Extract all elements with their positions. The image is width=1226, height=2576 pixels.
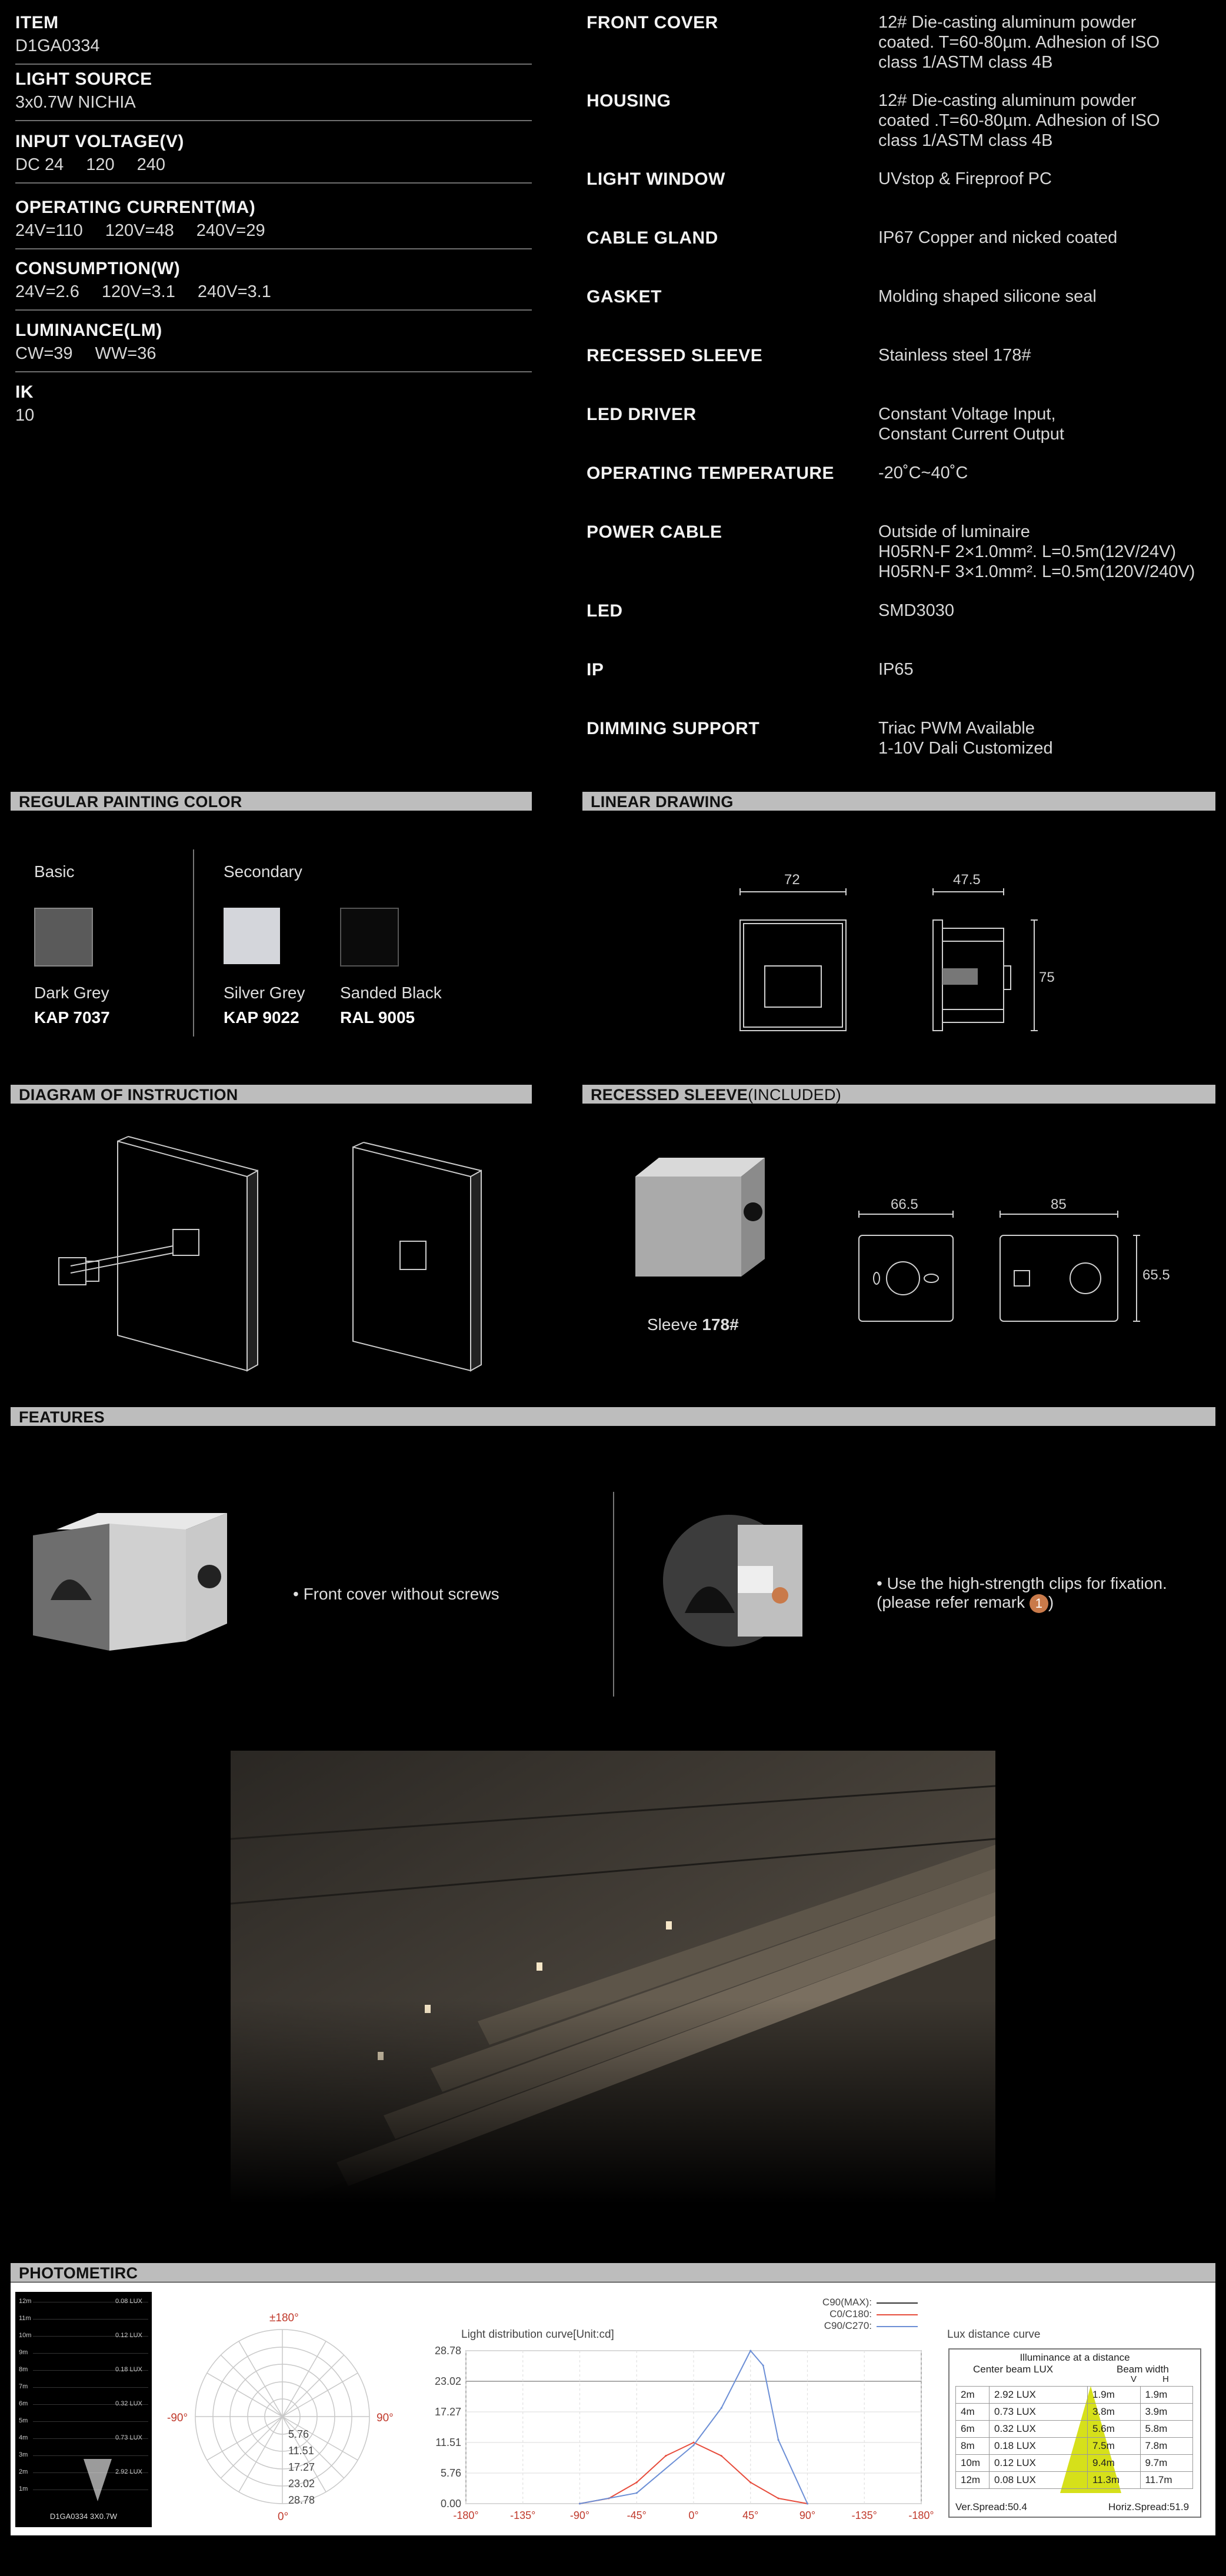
isolux-level-label: 9m xyxy=(19,2349,28,2356)
isolux-lux-label: 0.73 LUX xyxy=(115,2434,142,2441)
spec-value-part: 120V=3.1 xyxy=(101,282,175,301)
curve-x-tick-label: -135° xyxy=(510,2510,536,2521)
lux-table-cell: 5.6m xyxy=(1088,2421,1141,2438)
lux-table-cell: 8m xyxy=(956,2438,990,2455)
lux-col-center: Center beam LUX xyxy=(973,2364,1054,2375)
sleeve-dim-c: 65.5 xyxy=(1142,1267,1170,1283)
spec-value-line: coated. T=60-80µm. Adhesion of ISO xyxy=(878,33,1160,52)
sleeve-caption-prefix: Sleeve xyxy=(647,1315,702,1334)
lux-table-cell: 3.9m xyxy=(1140,2404,1193,2421)
spec-value-part: 120V=48 xyxy=(105,221,174,240)
spec-label: LIGHT WINDOW xyxy=(587,169,725,189)
isolux-lux-label: 0.12 LUX xyxy=(115,2332,142,2339)
spec-label: ITEM xyxy=(15,13,59,32)
spec-value-line: UVstop & Fireproof PC xyxy=(878,169,1052,188)
swatch-silver-grey xyxy=(224,908,280,964)
lux-table-title: Illuminance at a distance xyxy=(1020,2352,1130,2363)
lux-table-row xyxy=(956,2404,1193,2421)
polar-value-label: 5.76 xyxy=(288,2428,309,2440)
polar-top-label: ±180° xyxy=(269,2312,299,2324)
feature-2-prefix: (please refer remark xyxy=(877,1593,1030,1611)
spec-value-part: 24V=2.6 xyxy=(15,282,79,301)
section-bar-features xyxy=(11,1407,1215,1426)
section-bar-diagram xyxy=(11,1085,532,1104)
isolux-level-label: 3m xyxy=(19,2451,28,2458)
polar-left-label: -90° xyxy=(167,2412,188,2424)
spec-label: CONSUMPTION(W) xyxy=(15,259,181,278)
spec-value xyxy=(15,155,188,175)
dim-side-width: 47.5 xyxy=(953,872,981,888)
spec-divider xyxy=(15,371,532,372)
feature-1-text: • Front cover without screws xyxy=(293,1585,499,1603)
spec-value-line: 12# Die-casting aluminum powder xyxy=(878,91,1137,110)
curve-x-tick-label: 0° xyxy=(688,2510,699,2521)
sleeve-render xyxy=(624,1153,777,1300)
polar-chart xyxy=(176,2311,388,2522)
sleeve-title-bold: RECESSED SLEEVE xyxy=(591,1086,748,1104)
swatch-sanded-black xyxy=(340,908,399,967)
polar-value-label: 17.27 xyxy=(288,2461,315,2473)
spec-label: DIMMING SUPPORT xyxy=(587,719,760,738)
spec-value-line: Outside of luminaire xyxy=(878,522,1030,541)
isolux-footer: D1GA0334 3X0.7W xyxy=(49,2512,118,2521)
lux-table-cell: 10m xyxy=(956,2455,990,2472)
lux-col-v: V xyxy=(1131,2374,1137,2384)
curve-series-point xyxy=(721,2407,722,2409)
lux-table-row xyxy=(956,2472,1193,2489)
spec-value-line: Stainless steel 178# xyxy=(878,346,1031,365)
isolux-gridline xyxy=(33,2455,148,2456)
isolux-level-label: 11m xyxy=(19,2315,31,2322)
curve-series-point xyxy=(749,2481,751,2483)
lux-table-cell: 11.3m xyxy=(1088,2472,1141,2489)
curve-series-point xyxy=(665,2455,667,2457)
feature-fixture-render xyxy=(33,1512,233,1653)
color-divider xyxy=(193,849,194,1037)
spec-divider xyxy=(15,120,532,121)
spec-value-part: 240 xyxy=(136,155,165,174)
spec-value xyxy=(15,344,178,364)
lux-table-row xyxy=(956,2421,1193,2438)
feature-2-line2 xyxy=(877,1593,1054,1613)
lux-table-cell: 0.32 LUX xyxy=(990,2421,1088,2438)
lux-table-cell: 0.73 LUX xyxy=(990,2404,1088,2421)
spec-value xyxy=(15,406,56,425)
lux-table-cell: 0.12 LUX xyxy=(990,2455,1088,2472)
lux-table-cell: 7.8m xyxy=(1140,2438,1193,2455)
curve-x-tick-label: -180° xyxy=(453,2510,479,2521)
secondary-label: Secondary xyxy=(224,862,302,881)
remark-badge: 1 xyxy=(1030,1594,1048,1613)
isolux-gridline xyxy=(33,2421,148,2422)
curve-y-tick-label: 5.76 xyxy=(440,2467,461,2479)
basic-label: Basic xyxy=(34,862,75,881)
spec-value xyxy=(15,93,158,112)
curve-x-tick-label: 90° xyxy=(799,2510,816,2521)
spec-value-part: 3x0.7W NICHIA xyxy=(15,93,136,112)
spec-label: RECESSED SLEEVE xyxy=(587,346,763,365)
linear-drawing xyxy=(724,865,1065,1041)
instruction-diagram xyxy=(35,1135,506,1382)
curve-series-point xyxy=(693,2442,695,2444)
isolux-beam xyxy=(80,2457,115,2504)
isolux-lux-label: 0.18 LUX xyxy=(115,2366,142,2373)
lux-table-box xyxy=(948,2348,1201,2518)
section-bar-sleeve xyxy=(582,1085,1215,1104)
curve-series-point xyxy=(721,2455,722,2457)
lux-table-cell: 0.08 LUX xyxy=(990,2472,1088,2489)
curve-x-tick-label: 45° xyxy=(742,2510,759,2521)
spec-label: FRONT COVER xyxy=(587,13,718,32)
spec-value-line: Triac PWM Available xyxy=(878,719,1035,738)
lux-table-cell: 4m xyxy=(956,2404,990,2421)
lux-table-cell: 12m xyxy=(956,2472,990,2489)
section-title-diagram: DIAGRAM OF INSTRUCTION xyxy=(19,1086,238,1104)
isolux-level-label: 5m xyxy=(19,2417,28,2424)
polar-bottom-label: 0° xyxy=(278,2511,289,2523)
spec-value-part: CW=39 xyxy=(15,344,73,363)
curve-series-point xyxy=(778,2497,779,2499)
lux-table-cell: 9.4m xyxy=(1088,2455,1141,2472)
curve-y-tick-label: 17.27 xyxy=(434,2405,461,2418)
spec-label: POWER CABLE xyxy=(587,522,722,542)
swatch-code-sanded-black: RAL 9005 xyxy=(340,1008,415,1027)
spec-label: IK xyxy=(15,382,34,402)
isolux-gridline xyxy=(33,2353,148,2354)
spec-value-line: Constant Voltage Input, xyxy=(878,405,1056,424)
isolux-lux-label: 0.32 LUX xyxy=(115,2400,142,2407)
spec-value-part: D1GA0334 xyxy=(15,36,100,55)
spec-value-part: 10 xyxy=(15,406,35,425)
polar-value-label: 28.78 xyxy=(288,2494,315,2506)
spec-label: OPERATING TEMPERATURE xyxy=(587,464,835,483)
front-view-outline xyxy=(740,920,846,1031)
lux-table xyxy=(955,2386,1193,2489)
spec-value-part: 240V=3.1 xyxy=(197,282,271,301)
section-bar-painting xyxy=(11,792,532,811)
curve-legend-swatch xyxy=(877,2326,918,2327)
spec-value-line: H05RN-F 3×1.0mm². L=0.5m(120V/240V) xyxy=(878,562,1195,581)
swatch-code-dark-grey: KAP 7037 xyxy=(34,1008,110,1027)
curve-x-tick-label: -180° xyxy=(908,2510,934,2521)
spec-divider xyxy=(15,248,532,249)
lux-table-cell: 7.5m xyxy=(1088,2438,1141,2455)
isolux-lux-label: 0.08 LUX xyxy=(115,2298,142,2305)
spec-value-line: Molding shaped silicone seal xyxy=(878,287,1097,306)
dim-height: 75 xyxy=(1039,969,1055,985)
lux-table-row xyxy=(956,2438,1193,2455)
ver-spread: Ver.Spread:50.4 xyxy=(955,2501,1027,2512)
isolux-level-label: 4m xyxy=(19,2434,28,2441)
lux-table-cell: 3.8m xyxy=(1088,2404,1141,2421)
polar-value-label: 11.51 xyxy=(288,2445,314,2457)
lux-table-cell: 1.9m xyxy=(1088,2387,1141,2404)
spec-label: LED DRIVER xyxy=(587,405,697,424)
spec-value-line: IP67 Copper and nicked coated xyxy=(878,228,1118,247)
spec-label: HOUSING xyxy=(587,91,671,111)
spec-value xyxy=(15,221,288,241)
curve-x-tick-label: -135° xyxy=(851,2510,877,2521)
spec-value-line: coated .T=60-80µm. Adhesion of ISO xyxy=(878,111,1160,130)
lux-table-cell: 5.8m xyxy=(1140,2421,1193,2438)
curve-legend-swatch xyxy=(877,2314,918,2315)
front-view-inner xyxy=(744,924,842,1027)
section-title-photometric: PHOTOMETIRC xyxy=(19,2264,138,2282)
curve-series-point xyxy=(762,2365,764,2367)
isolux-level-label: 10m xyxy=(19,2332,32,2339)
side-view-clip xyxy=(942,968,978,985)
spec-value-part: WW=36 xyxy=(95,344,156,363)
spec-label: LUMINANCE(LM) xyxy=(15,321,162,340)
light-distribution-chart xyxy=(424,2341,934,2530)
isolux-level-label: 8m xyxy=(19,2366,28,2373)
curve-legend-label: C0/C180: xyxy=(829,2308,872,2320)
lux-table-cell: 11.7m xyxy=(1140,2472,1193,2489)
spec-divider xyxy=(15,64,532,65)
spec-value-part: 24V=110 xyxy=(15,221,83,240)
isolux-level-label: 6m xyxy=(19,2400,28,2407)
curve-series-point xyxy=(636,2481,638,2483)
curve-y-tick-label: 23.02 xyxy=(434,2375,461,2388)
spec-label: LIGHT SOURCE xyxy=(15,69,152,89)
spec-value-line: H05RN-F 2×1.0mm². L=0.5m(12V/24V) xyxy=(878,542,1177,561)
polar-value-label: 23.02 xyxy=(288,2478,315,2490)
spec-value-part: 240V=29 xyxy=(196,221,265,240)
swatch-dark-grey xyxy=(34,908,93,967)
spec-value-line: 12# Die-casting aluminum powder xyxy=(878,13,1137,32)
lux-table-cell: 0.18 LUX xyxy=(990,2438,1088,2455)
isolux-level-label: 2m xyxy=(19,2468,28,2475)
sleeve-title-suffix: (INCLUDED) xyxy=(748,1086,842,1104)
staircase-photo xyxy=(231,1751,995,2204)
curve-y-tick-label: 0.00 xyxy=(440,2498,461,2510)
section-title-sleeve xyxy=(591,1086,841,1104)
curve-legend-label: C90/C270: xyxy=(824,2320,872,2331)
spec-value-line: 1-10V Dali Customized xyxy=(878,739,1053,758)
sleeve-caption-number: 178# xyxy=(702,1315,739,1334)
spec-label: LED xyxy=(587,601,623,621)
lux-table-row xyxy=(956,2387,1193,2404)
isolux-level-label: 7m xyxy=(19,2383,28,2390)
hor-spread: Horiz.Spread:51.9 xyxy=(1108,2501,1190,2512)
curve-y-tick-label: 28.78 xyxy=(434,2345,461,2357)
spec-label: OPERATING CURRENT(MA) xyxy=(15,198,256,217)
spec-label: INPUT VOLTAGE(V) xyxy=(15,132,184,151)
sleeve-drawing xyxy=(847,1200,1177,1329)
lux-table-cell: 2m xyxy=(956,2387,990,2404)
feature-divider xyxy=(613,1492,614,1697)
spec-value-line: class 1/ASTM class 4B xyxy=(878,53,1053,72)
section-title-linear: LINEAR DRAWING xyxy=(591,793,734,811)
swatch-code-silver-grey: KAP 9022 xyxy=(224,1008,299,1027)
curve-legend-swatch xyxy=(877,2302,918,2304)
isolux-level-label: 1m xyxy=(19,2485,28,2492)
isolux-gridline xyxy=(33,2387,148,2388)
curve-y-tick-label: 11.51 xyxy=(435,2437,461,2449)
lux-table-cell: 1.9m xyxy=(1140,2387,1193,2404)
curve-title: Light distribution curve[Unit:cd] xyxy=(461,2328,614,2341)
dim-front-width: 72 xyxy=(784,872,800,888)
section-bar-photometric xyxy=(11,2263,1215,2282)
side-view-flange xyxy=(933,920,942,1031)
sleeve-caption xyxy=(647,1315,739,1334)
curve-x-tick-label: -45° xyxy=(627,2510,647,2521)
lux-table-cell: 6m xyxy=(956,2421,990,2438)
spec-value-line: Constant Current Output xyxy=(878,425,1064,444)
section-title-painting: REGULAR PAINTING COLOR xyxy=(19,793,242,811)
feature-clip-detail xyxy=(649,1513,814,1648)
curve-series-point xyxy=(807,2503,808,2505)
lux-col-beam: Beam width xyxy=(1117,2364,1169,2375)
feature-2-line1: • Use the high-strength clips for fixation. xyxy=(877,1574,1167,1592)
feature-2-suffix: ) xyxy=(1048,1593,1054,1611)
sleeve-dim-a: 66.5 xyxy=(891,1197,918,1212)
lux-table-row xyxy=(956,2455,1193,2472)
curve-series-point xyxy=(579,2503,581,2505)
swatch-name-sanded-black: Sanded Black xyxy=(340,984,442,1002)
curve-series-point xyxy=(693,2444,695,2446)
spec-value xyxy=(15,36,122,56)
curve-series-point xyxy=(778,2439,779,2441)
lux-title: Lux distance curve xyxy=(947,2328,1041,2341)
spec-divider xyxy=(15,309,532,311)
section-bar-linear xyxy=(582,792,1215,811)
fixture-installed xyxy=(400,1241,426,1269)
isolux-lux-label: 2.92 LUX xyxy=(115,2468,142,2475)
spec-value-part: 120 xyxy=(86,155,115,174)
curve-legend-label: C90(MAX): xyxy=(822,2297,872,2308)
isolux-gridline xyxy=(33,2319,148,2320)
spec-label: GASKET xyxy=(587,287,662,306)
spec-value-line: -20˚C~40˚C xyxy=(878,464,968,482)
lux-table-cell: 9.7m xyxy=(1140,2455,1193,2472)
front-view-window xyxy=(765,966,821,1007)
spec-divider xyxy=(15,182,532,184)
curve-series-point xyxy=(636,2492,638,2494)
sleeve-dim-b: 85 xyxy=(1051,1197,1067,1212)
spec-value-line: SMD3030 xyxy=(878,601,954,620)
lux-col-h: H xyxy=(1162,2374,1169,2384)
spec-value-part: DC 24 xyxy=(15,155,64,174)
lux-table-cell: 2.92 LUX xyxy=(990,2387,1088,2404)
curve-series-point xyxy=(749,2350,751,2352)
polar-right-label: 90° xyxy=(377,2412,394,2424)
swatch-name-dark-grey: Dark Grey xyxy=(34,984,109,1002)
swatch-name-silver-grey: Silver Grey xyxy=(224,984,305,1002)
curve-x-tick-label: -90° xyxy=(569,2510,590,2521)
spec-value-line: class 1/ASTM class 4B xyxy=(878,131,1053,150)
spec-value-line: IP65 xyxy=(878,660,914,679)
isolux-chart xyxy=(15,2292,152,2527)
spec-label: IP xyxy=(587,660,604,679)
isolux-level-label: 12m xyxy=(19,2298,32,2305)
spec-value xyxy=(15,282,294,302)
spec-label: CABLE GLAND xyxy=(587,228,718,248)
section-title-features: FEATURES xyxy=(19,1408,105,1426)
